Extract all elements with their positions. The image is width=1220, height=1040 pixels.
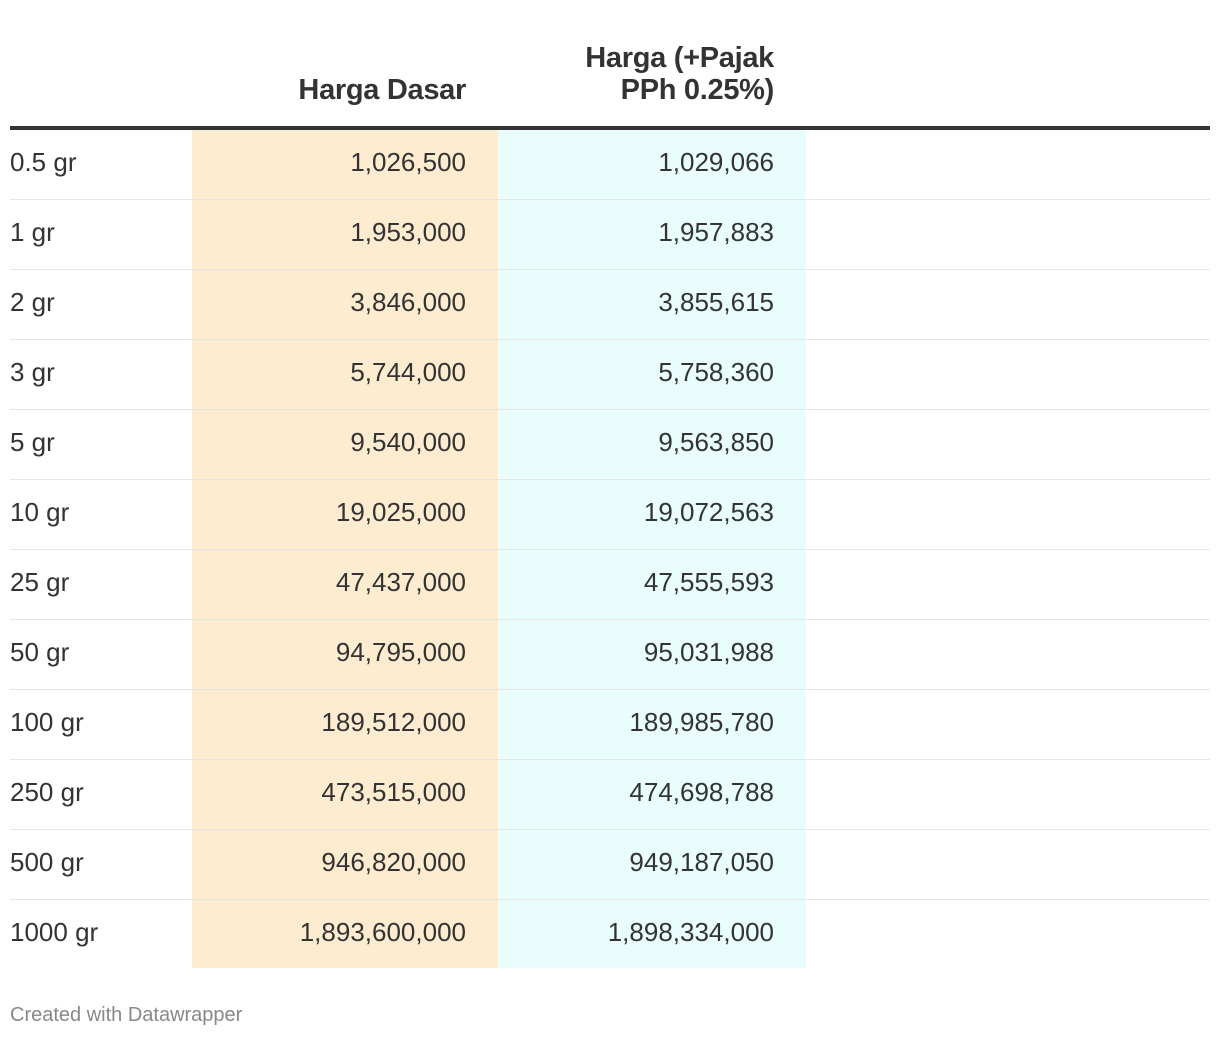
cell-base-price: 1,026,500 [350, 147, 466, 177]
cell-weight: 50 gr [10, 637, 70, 667]
table-row [10, 690, 1210, 760]
header-taxed-price [498, 42, 774, 106]
cell-weight: 10 gr [10, 497, 70, 527]
table-row [10, 200, 1210, 270]
cell-taxed-price: 5,758,360 [658, 357, 774, 387]
cell-taxed-price: 474,698,788 [629, 777, 774, 807]
cell-base-price: 473,515,000 [321, 777, 466, 807]
footer-credit: Created with Datawrapper [10, 1004, 243, 1026]
cell-taxed-price: 3,855,615 [658, 287, 774, 317]
table-row [10, 270, 1210, 340]
price-table [10, 0, 1210, 969]
table-row [10, 760, 1210, 830]
cell-weight: 1 gr [10, 217, 55, 247]
cell-taxed-price: 47,555,593 [643, 567, 774, 597]
cell-taxed-price: 1,957,883 [658, 217, 774, 247]
cell-base-price: 5,744,000 [350, 357, 466, 387]
cell-taxed-price: 19,072,563 [643, 497, 774, 527]
cell-base-price: 1,953,000 [350, 217, 466, 247]
cell-weight: 100 gr [10, 707, 84, 737]
table-body [10, 130, 1210, 969]
header-base-price [192, 74, 466, 106]
cell-base-price: 189,512,000 [321, 707, 466, 737]
cell-taxed-price: 189,985,780 [629, 707, 774, 737]
cell-base-price: 3,846,000 [350, 287, 466, 317]
table-row [10, 550, 1210, 620]
table-header [10, 0, 1210, 130]
cell-base-price: 94,795,000 [335, 637, 466, 667]
header-base-price-label: Harga Dasar [298, 74, 466, 106]
cell-weight: 25 gr [10, 567, 70, 597]
cell-base-price: 9,540,000 [350, 427, 466, 457]
table-row [10, 410, 1210, 480]
cell-weight: 0.5 gr [10, 147, 77, 177]
cell-weight: 2 gr [10, 287, 55, 317]
cell-weight: 5 gr [10, 427, 55, 457]
cell-base-price: 19,025,000 [335, 497, 466, 527]
table-row [10, 830, 1210, 900]
cell-weight: 1000 gr [10, 917, 99, 947]
cell-base-price: 1,893,600,000 [299, 917, 466, 947]
cell-taxed-price: 95,031,988 [643, 637, 774, 667]
cell-weight: 3 gr [10, 357, 55, 387]
cell-weight: 250 gr [10, 777, 84, 807]
table-row [10, 480, 1210, 550]
header-taxed-price-line2: PPh 0.25%) [620, 74, 774, 106]
cell-base-price: 47,437,000 [335, 567, 466, 597]
cell-taxed-price: 1,898,334,000 [607, 917, 774, 947]
table-row [10, 340, 1210, 410]
table-row [10, 620, 1210, 690]
cell-taxed-price: 1,029,066 [658, 147, 774, 177]
table-row [10, 900, 1210, 969]
cell-base-price: 946,820,000 [321, 847, 466, 877]
cell-taxed-price: 949,187,050 [629, 847, 774, 877]
cell-taxed-price: 9,563,850 [658, 427, 774, 457]
header-taxed-price-line1: Harga (+Pajak [585, 42, 774, 74]
cell-weight: 500 gr [10, 847, 84, 877]
table-row [10, 130, 1210, 200]
